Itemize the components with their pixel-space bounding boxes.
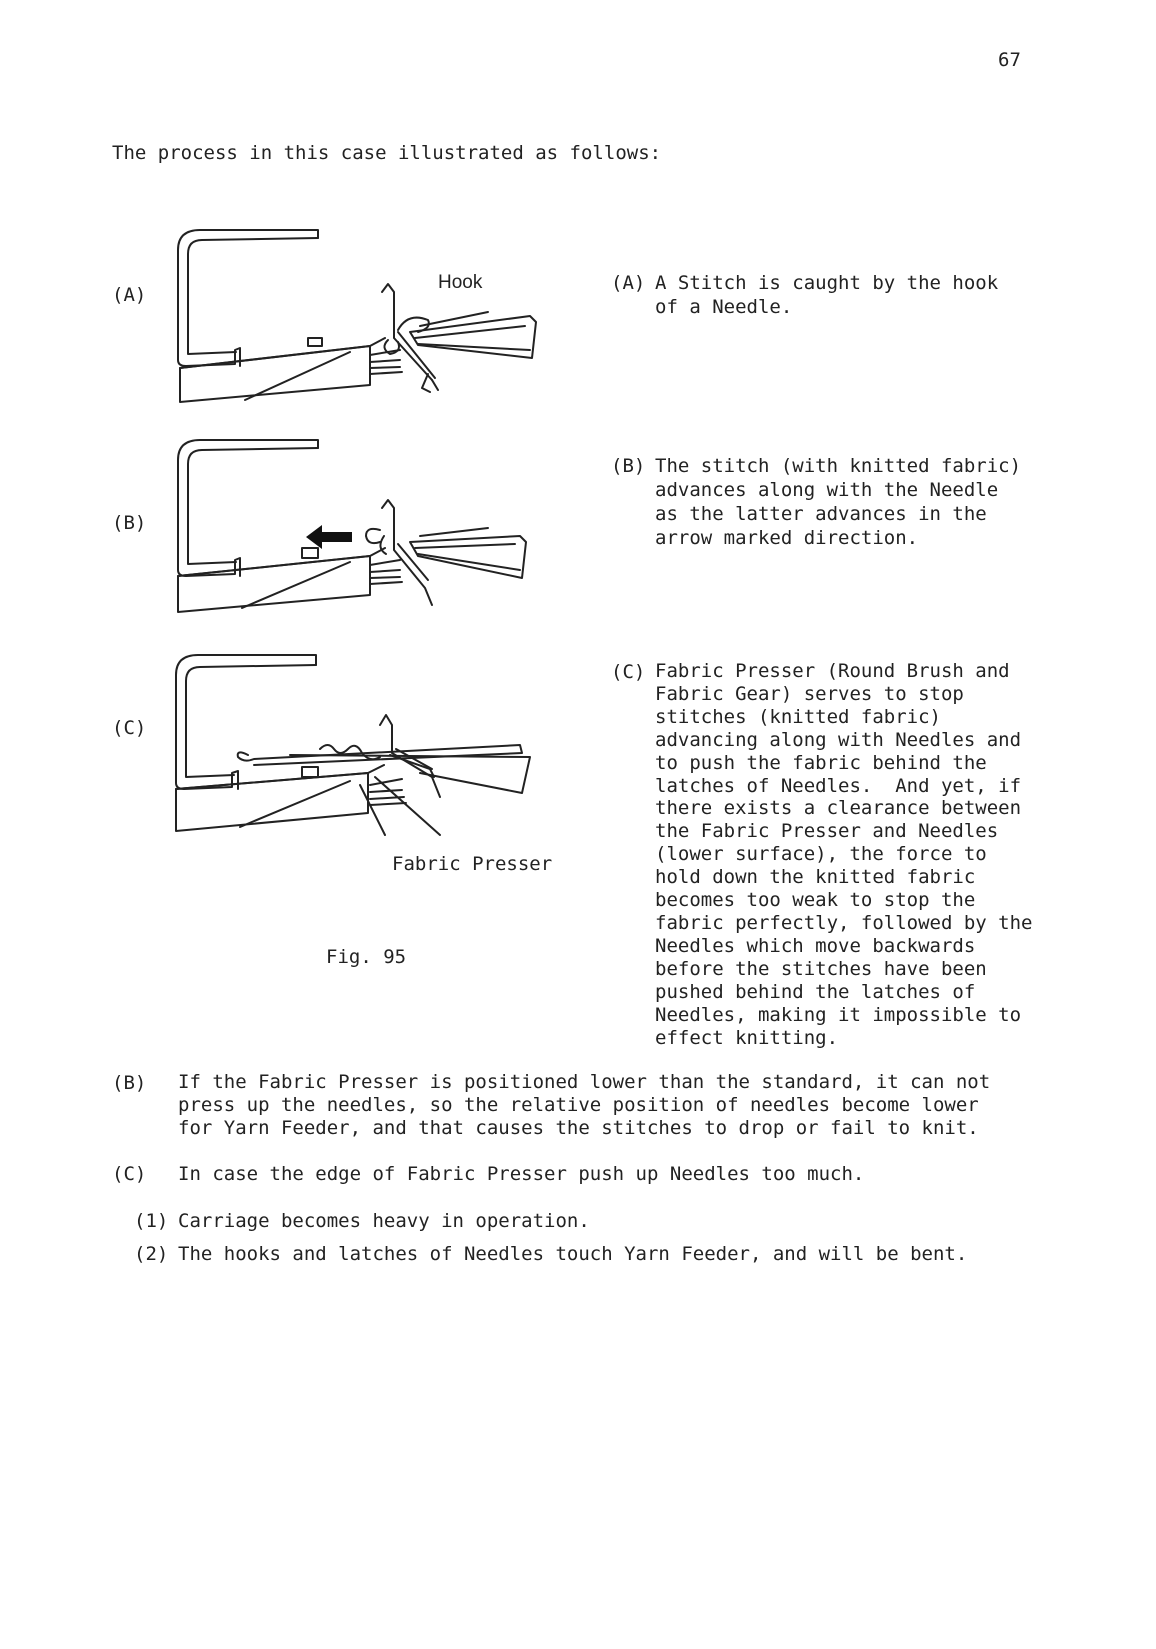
figure-c-illustration	[170, 645, 560, 875]
fabric-presser-callout: Fabric Presser	[392, 853, 553, 875]
intro-text: The process in this case illustrated as follows:	[112, 142, 662, 164]
figure-b-illustration	[170, 430, 550, 620]
list-item-1-text: Carriage becomes heavy in operation.	[178, 1210, 590, 1232]
section-b-line: for Yarn Feeder, and that causes the stitches to drop or fail to knit.	[178, 1117, 979, 1139]
figure-b-label: (B)	[112, 512, 147, 534]
description-b-line: arrow marked direction.	[655, 527, 919, 549]
section-c-marker: (C)	[112, 1163, 147, 1185]
description-a-line: A Stitch is caught by the hook	[655, 272, 999, 294]
figure-a-illustration	[170, 220, 550, 410]
description-c-marker: (C)	[611, 661, 646, 683]
figure-a-label: (A)	[112, 284, 147, 306]
description-c-line: effect knitting.	[655, 1026, 839, 1049]
description-b	[655, 454, 1021, 550]
figure-c-label: (C)	[112, 717, 147, 739]
description-c-line: there exists a clearance between	[655, 797, 1022, 820]
section-b-line: If the Fabric Presser is positioned lower than the standard, it can not	[178, 1071, 991, 1093]
description-c-line: to push the fabric behind the	[655, 751, 987, 774]
description-a-line: of a Needle.	[655, 296, 793, 318]
description-c-line: pushed behind the latches of	[655, 980, 976, 1003]
figure-caption: Fig. 95	[326, 946, 407, 968]
description-c-line: the Fabric Presser and Needles	[655, 820, 999, 843]
description-c-line: stitches (knitted fabric)	[655, 705, 941, 728]
hook-callout: Hook	[438, 272, 483, 293]
description-c-line: (lower surface), the force to	[655, 843, 987, 866]
section-b-text	[178, 1071, 990, 1140]
description-c-line: becomes too weak to stop the	[655, 889, 976, 912]
description-b-line: advances along with the Needle	[655, 479, 999, 501]
description-c-line: latches of Needles. And yet, if	[655, 774, 1022, 797]
description-b-marker: (B)	[611, 455, 646, 477]
description-a-marker: (A)	[611, 272, 646, 294]
list-item-2-marker: (2)	[134, 1243, 169, 1265]
description-c	[655, 660, 1033, 1049]
description-a	[655, 271, 998, 319]
section-b-marker: (B)	[112, 1072, 147, 1094]
section-b-line: press up the needles, so the relative position of needles become lower	[178, 1094, 979, 1116]
description-c-line: fabric perfectly, followed by the	[655, 911, 1033, 934]
description-b-line: The stitch (with knitted fabric)	[655, 455, 1022, 477]
section-c-text: In case the edge of Fabric Presser push up Needles too much.	[178, 1163, 865, 1185]
list-item-2-text: The hooks and latches of Needles touch Yarn Feeder, and will be bent.	[178, 1243, 968, 1265]
description-c-line: advancing along with Needles and	[655, 728, 1022, 751]
description-c-line: Needles which move backwards	[655, 934, 976, 957]
list-item-1-marker: (1)	[134, 1210, 169, 1232]
description-b-line: as the latter advances in the	[655, 503, 987, 525]
description-c-line: hold down the knitted fabric	[655, 866, 976, 889]
description-c-line: before the stitches have been	[655, 957, 987, 980]
page-number: 67	[998, 49, 1021, 71]
description-c-line: Needles, making it impossible to	[655, 1003, 1022, 1026]
description-c-line: Fabric Gear) serves to stop	[655, 682, 964, 705]
description-c-line: Fabric Presser (Round Brush and	[655, 660, 1010, 682]
